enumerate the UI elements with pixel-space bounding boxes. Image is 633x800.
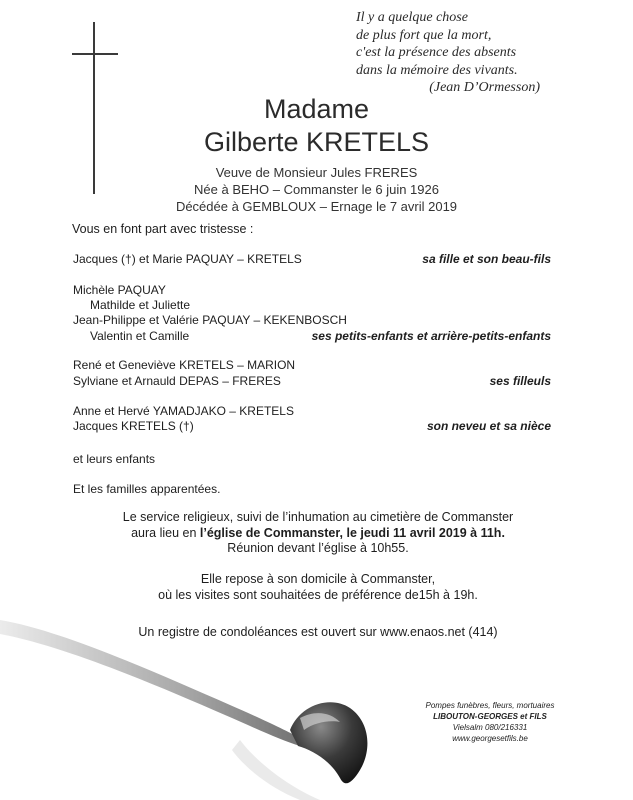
service-text: aura lieu en <box>131 525 200 540</box>
service-block <box>60 510 576 557</box>
family-names: Mathilde et Juliette <box>90 298 191 312</box>
salutation: Madame <box>263 94 370 124</box>
family-names: Jacques KRETELS (†) <box>73 419 194 433</box>
service-line: Réunion devant l’église à 10h55. <box>227 541 409 555</box>
quote-line: de plus fort que la mort, <box>356 27 492 43</box>
family-names: René et Geneviève KRETELS – MARION <box>73 358 296 372</box>
cross-icon-bar <box>72 53 118 55</box>
funeral-home-phone: Vielsalm 080/216331 <box>452 723 528 732</box>
family-names: Jean-Philippe et Valérie PAQUAY – KEKENBOSCH <box>73 313 347 327</box>
quote-block <box>356 9 626 97</box>
family-relation: ses petits-enfants et arrière-petits-enfants <box>311 329 551 343</box>
death-line: Décédée à GEMBLOUX – Ernage le 7 avril 2019 <box>175 199 458 214</box>
service-date: l’église de Commanster, le jeudi 11 avril 2019 à 11h. <box>199 525 505 540</box>
family-relation: ses filleuls <box>489 374 551 388</box>
family-names: Michèle PAQUAY <box>73 283 166 297</box>
funeral-home-services: Pompes funèbres, fleurs, mortuaires <box>425 701 555 710</box>
others-line: Et les familles apparentées. <box>73 482 221 496</box>
birth-line: Née à BEHO – Commanster le 6 juin 1926 <box>194 182 439 197</box>
funeral-home-web: www.georgesetfils.be <box>452 734 528 743</box>
spouse-line: Veuve de Monsieur Jules FRERES <box>215 165 418 180</box>
family-names: Anne et Hervé YAMADJAKO – KRETELS <box>73 404 294 418</box>
visit-line: Elle repose à son domicile à Commanster, <box>200 572 436 586</box>
quote-author: (Jean D’Ormesson) <box>429 80 540 95</box>
visit-line: où les visites sont souhaitées de préférence de15h à 19h. <box>158 587 478 602</box>
funeral-home-name: LIBOUTON-GEORGES et FILS <box>433 712 547 721</box>
others-line: et leurs enfants <box>73 452 156 466</box>
service-line: Le service religieux, suivi de l’inhumation au cimetière de Commanster <box>122 510 514 524</box>
quote-line: c'est la présence des absents <box>356 45 517 60</box>
service-line <box>60 526 576 542</box>
funeral-home-block <box>410 700 570 744</box>
deceased-block <box>0 92 633 215</box>
family-relation: sa fille et son beau-fils <box>422 252 551 266</box>
quote-line: Il y a quelque chose <box>356 10 468 25</box>
register-line: Un registre de condoléances est ouvert sur www.enaos.net (414) <box>138 625 498 639</box>
quote-line: dans la mémoire des vivants. <box>356 62 518 78</box>
family-relation: son neveu et sa nièce <box>426 419 551 433</box>
deceased-name: Gilberte KRETELS <box>203 127 430 157</box>
visit-block <box>60 572 576 603</box>
family-names: Jacques (†) et Marie PAQUAY – KRETELS <box>73 252 302 266</box>
intro-text: Vous en font part avec tristesse : <box>72 222 254 236</box>
family-names: Sylviane et Arnauld DEPAS – FRERES <box>73 374 281 388</box>
family-names: Valentin et Camille <box>90 329 190 343</box>
